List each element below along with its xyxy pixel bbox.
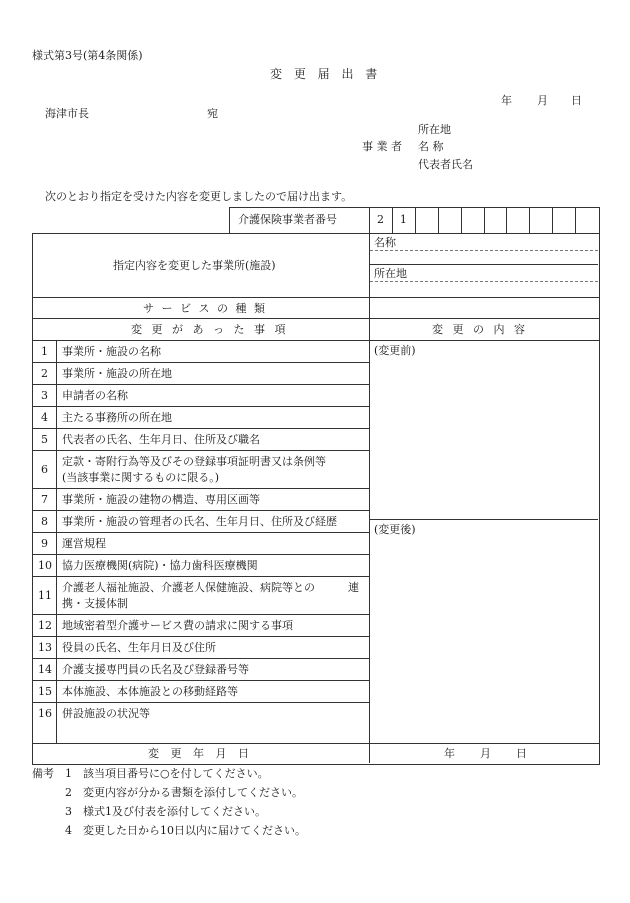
row-divider [32, 406, 370, 407]
item-text: 併設施設の状況等 [62, 707, 150, 720]
facility-name-label: 名称 [374, 236, 396, 249]
item-number: 5 [41, 433, 48, 446]
before-label: (変更前) [374, 344, 416, 357]
change-date-day: 日 [516, 747, 527, 760]
insurer-number-digit: 2 [377, 213, 384, 226]
digit-cell-divider [392, 207, 393, 233]
divider [32, 340, 599, 341]
item-text: 役員の氏名、生年月日及び住所 [62, 641, 216, 654]
divider [32, 743, 599, 744]
item-number: 13 [38, 641, 52, 654]
change-content-header: 変 更 の 内 容 [432, 323, 528, 336]
facility-address-label: 所在地 [374, 267, 407, 280]
change-date-label: 変 更 年 月 日 [148, 747, 253, 760]
item-number: 14 [38, 663, 52, 676]
item-text: 主たる事務所の所在地 [62, 411, 172, 424]
item-text: 本体施設、本体施設との移動経路等 [62, 685, 238, 698]
before-after-divider [370, 519, 598, 520]
item-number: 1 [41, 345, 48, 358]
note-item: 1 該当項目番号に○を付してください。 [65, 767, 269, 780]
insurer-number-digit: 1 [399, 213, 407, 226]
business-label: 事 業 者 [362, 140, 402, 153]
addressee-suffix: 宛 [207, 107, 218, 120]
divider [370, 264, 598, 265]
item-text: 地域密着型介護サービス費の請求に関する事項 [62, 619, 293, 632]
change-date-month: 月 [480, 747, 491, 760]
item-number: 10 [38, 559, 52, 572]
item-number: 6 [41, 463, 48, 476]
row-divider [32, 658, 370, 659]
row-divider [32, 428, 370, 429]
applicant-representative: 代表者氏名 [418, 158, 473, 171]
row-divider [32, 554, 370, 555]
digit-cell-divider [438, 207, 439, 233]
row-divider [32, 614, 370, 615]
item-text: 事業所・施設の管理者の氏名、生年月日、住所及び経歴 [62, 515, 337, 528]
digit-cell-divider [552, 207, 553, 233]
item-text: 事業所・施設の建物の構造、専用区画等 [62, 493, 260, 506]
digit-cell-divider [415, 207, 416, 233]
row-divider [32, 488, 370, 489]
note-item: 2 変更内容が分かる書類を添付してください。 [65, 786, 303, 799]
item-number: 9 [41, 537, 48, 550]
applicant-location: 所在地 [418, 123, 451, 136]
item-text: 申請者の名称 [62, 389, 128, 402]
date-month: 月 [537, 94, 548, 107]
column-divider [369, 233, 370, 763]
change-date-year: 年 [444, 747, 455, 760]
name-dashed-line [370, 250, 598, 251]
row-divider [32, 702, 370, 703]
digit-cell-divider [506, 207, 507, 233]
row-divider [32, 384, 370, 385]
divider [369, 207, 370, 233]
row-divider [32, 450, 370, 451]
service-type-label: サ ー ビ ス の 種 類 [143, 302, 267, 315]
item-text: 代表者の氏名、生年月日、住所及び職名 [62, 433, 260, 446]
item-text: 協力医療機関(病院)・協力歯科医療機関 [62, 559, 258, 572]
digit-cell-divider [529, 207, 530, 233]
item-text: 運営規程 [62, 537, 106, 550]
item-number: 8 [41, 515, 48, 528]
divider [32, 318, 599, 319]
changed-items-header: 変 更 が あ っ た 事 項 [131, 323, 289, 336]
digit-cell-divider [484, 207, 485, 233]
item-text-continuation: 携・支援体制 [62, 597, 128, 610]
notes-label: 備考 [32, 767, 54, 780]
row-divider [32, 680, 370, 681]
item-number: 11 [38, 589, 52, 602]
item-number: 2 [41, 367, 48, 380]
row-divider [32, 510, 370, 511]
applicant-name: 名 称 [418, 140, 444, 153]
facility-label: 指定内容を変更した事業所(施設) [113, 259, 276, 272]
after-label: (変更後) [374, 523, 416, 536]
digit-cell-divider [461, 207, 462, 233]
item-text: 定款・寄附行為等及びその登録事項証明書又は条例等 [62, 455, 326, 468]
note-item: 4 変更した日から10日以内に届けてください。 [65, 824, 306, 837]
digit-cell-divider [575, 207, 576, 233]
item-number: 4 [41, 411, 48, 424]
item-number: 7 [41, 493, 48, 506]
row-divider [32, 576, 370, 577]
item-number: 16 [38, 707, 52, 720]
item-text: 介護老人福祉施設、介護老人保健施設、病院等との 連 [62, 581, 359, 594]
item-number: 15 [38, 685, 52, 698]
form-label: 様式第3号(第4条関係) [32, 49, 143, 62]
item-text: 事業所・施設の所在地 [62, 367, 172, 380]
address-dashed-line [370, 281, 598, 282]
row-divider [32, 532, 370, 533]
item-text: 事業所・施設の名称 [62, 345, 161, 358]
divider [32, 297, 599, 298]
note-item: 3 様式1及び付表を添付してください。 [65, 805, 266, 818]
row-divider [32, 636, 370, 637]
insurer-number-label: 介護保険事業者番号 [238, 213, 337, 226]
document-title: 変 更 届 出 書 [270, 67, 382, 81]
item-text-continuation: (当該事業に関するものに限る。) [62, 471, 220, 484]
number-column-divider [56, 340, 57, 743]
item-number: 12 [38, 619, 52, 632]
item-number: 3 [41, 389, 48, 402]
date-year: 年 [501, 94, 512, 107]
addressee: 海津市長 [45, 107, 89, 120]
date-day: 日 [571, 94, 582, 107]
item-text: 介護支援専門員の氏名及び登録番号等 [62, 663, 249, 676]
row-divider [32, 362, 370, 363]
statement: 次のとおり指定を受けた内容を変更しましたので届け出ます。 [45, 190, 353, 203]
